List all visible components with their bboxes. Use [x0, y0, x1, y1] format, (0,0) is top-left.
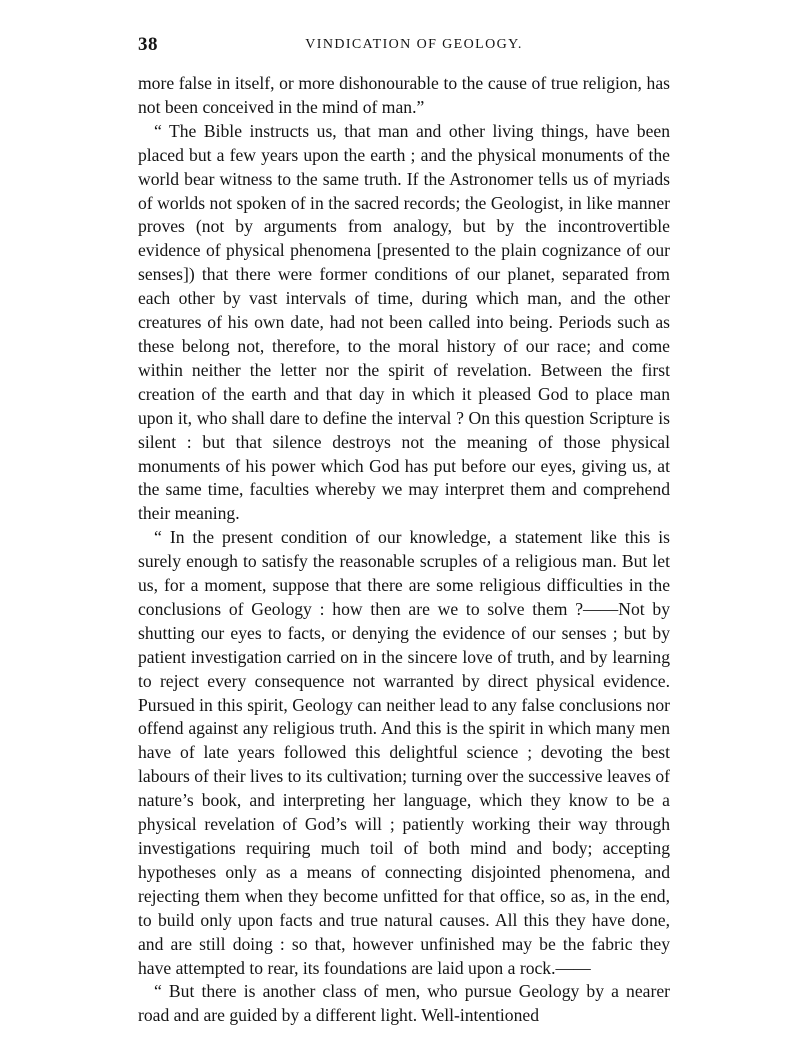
running-head: [138, 32, 670, 58]
page-number: 38: [138, 34, 158, 55]
running-title: VINDICATION OF GEOLOGY.: [305, 37, 523, 52]
paragraph-another-class: “ But there is another class of men, who pursue Geology by a nearer road and are guided by a different light. Well-intentioned: [138, 981, 670, 1026]
paragraph-continuation: more false in itself, or more dishonourable to the cause of true religion, has not been conceived in the mind of man.”: [138, 73, 670, 117]
paragraph-bible-quote: “ The Bible instructs us, that man and other living things, have been placed but a few years upon the earth ; and the physical monuments of the world bear witness to the same truth. If the Astronomer tells us of myriads of worlds not spoken of in the sacred records; the Geologist, in like manner proves (not by arguments from analogy, but by the incontrovertible evidence of physical phenomena [presented to the plain cognizance of our senses]) that there were former conditions of our planet, separated from each other by vast intervals of time, during which man, and the other creatures of his own date, had not been called into being. Periods such as these belong not, therefore, to the moral history of our race; and come within neither the letter nor the spirit of revelation. Between the first creation of the earth and that day in which it pleased God to place man upon it, who shall dare to define the interval ? On this question Scripture is silent : but that silence destroys not the meaning of those physical monuments of his power which God has put before our eyes, giving us, at the same time, faculties whereby we may interpret them and comprehend their meaning.: [138, 120, 670, 524]
body-text: [138, 72, 670, 1028]
book-page: [138, 32, 670, 1028]
paragraph-present-condition: “ In the present condition of our knowledge, a statement like this is surely enough to satisfy the reasonable scruples of a religious man. But let us, for a moment, suppose that there are some religious difficulties in the conclusions of Geology : how then are we to solve them ?——Not by shutting our eyes to facts, or denying the evidence of our senses ; but by patient investigation carried on in the sincere love of truth, and by learning to reject every consequence not warranted by direct physical evidence. Pursued in this spirit, Geology can neither lead to any false conclusions nor offend against any religious truth. And this is the spirit in which many men have of late years followed this delightful science ; devoting the best labours of their lives to its cultivation; turning over the successive leaves of nature’s book, and interpreting her language, which they know to be a physical revelation of God’s will ; patiently working their way through investigations requiring much toil of both mind and body; accepting hypotheses only as a means of connecting disjointed phenomena, and rejecting them when they become unfitted for that office, so as, in the end, to build only upon facts and true natural causes. All this they have done, and are still doing : so that, however unfinished may be the fabric they have attempted to rear, its foundations are laid upon a rock.——: [138, 527, 670, 978]
